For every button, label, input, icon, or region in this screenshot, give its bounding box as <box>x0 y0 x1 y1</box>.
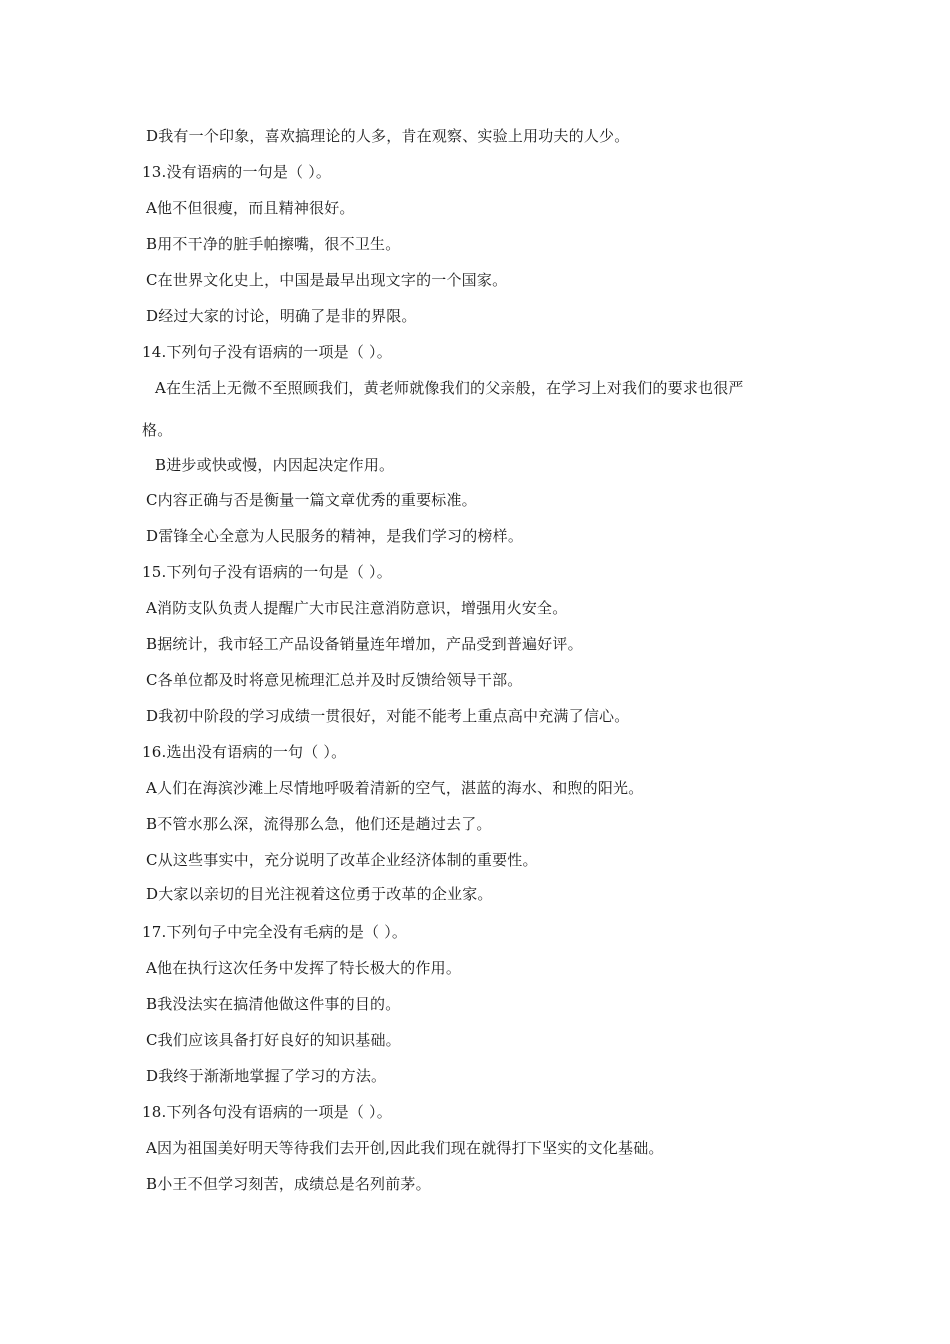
question-16-option-d: D大家以亲切的目光注视着这位勇于改革的企业家。 <box>146 885 493 903</box>
question-16-stem: 16.选出没有语病的一句（ ）。 <box>142 743 347 761</box>
question-14-option-a: A在生活上无微不至照顾我们，黄老师就像我们的父亲般，在学习上对我们的要求也很严 <box>155 379 744 397</box>
question-14-option-a-continued: 格。 <box>142 421 173 439</box>
question-18-option-b: B小王不但学习刻苦，成绩总是名列前茅。 <box>146 1175 431 1193</box>
question-18-option-a: A因为祖国美好明天等待我们去开创,因此我们现在就得打下坚实的文化基础。 <box>146 1139 664 1157</box>
question-13-option-b: B用不干净的脏手帕擦嘴，很不卫生。 <box>146 235 401 253</box>
question-15-option-a: A消防支队负责人提醒广大市民注意消防意识，增强用火安全。 <box>146 599 568 617</box>
question-15-stem: 15.下列句子没有语病的一句是（ ）。 <box>142 563 392 581</box>
question-13-stem: 13.没有语病的一句是（ ）。 <box>142 163 332 181</box>
question-14-option-b: B进步或快或慢，内因起决定作用。 <box>155 456 395 474</box>
question-15-option-c: C各单位都及时将意见梳理汇总并及时反馈给领导干部。 <box>146 671 523 689</box>
question-16-option-a: A人们在海滨沙滩上尽情地呼吸着清新的空气，湛蓝的海水、和煦的阳光。 <box>146 779 644 797</box>
question-13-option-c: C在世界文化史上，中国是最早出现文字的一个国家。 <box>146 271 508 289</box>
question-14-option-d: D雷锋全心全意为人民服务的精神，是我们学习的榜样。 <box>146 527 524 545</box>
question-15-option-b: B据统计，我市轻工产品设备销量连年增加，产品受到普遍好评。 <box>146 635 583 653</box>
question-14-stem: 14.下列句子没有语病的一项是（ ）。 <box>142 343 392 361</box>
question-15-option-d: D我初中阶段的学习成绩一贯很好，对能不能考上重点高中充满了信心。 <box>146 707 630 725</box>
question-16-option-b: B不管水那么深，流得那么急，他们还是趟过去了。 <box>146 815 492 833</box>
question-16-option-c: C从这些事实中，充分说明了改革企业经济体制的重要性。 <box>146 851 538 869</box>
question-17-option-a: A他在执行这次任务中发挥了特长极大的作用。 <box>146 959 462 977</box>
question-17-option-c: C我们应该具备打好良好的知识基础。 <box>146 1031 401 1049</box>
question-17-stem: 17.下列句子中完全没有毛病的是（ ）。 <box>142 923 408 941</box>
question-14-option-c: C内容正确与否是衡量一篇文章优秀的重要标准。 <box>146 491 477 509</box>
question-12-option-d: D我有一个印象，喜欢搞理论的人多，肯在观察、实验上用功夫的人少。 <box>146 127 630 145</box>
question-13-option-d: D经过大家的讨论，明确了是非的界限。 <box>146 307 417 325</box>
question-17-option-d: D我终于渐渐地掌握了学习的方法。 <box>146 1067 387 1085</box>
question-13-option-a: A他不但很瘦，而且精神很好。 <box>146 199 355 217</box>
question-18-stem: 18.下列各句没有语病的一项是（ ）。 <box>142 1103 392 1121</box>
question-17-option-b: B我没法实在搞清他做这件事的目的。 <box>146 995 401 1013</box>
